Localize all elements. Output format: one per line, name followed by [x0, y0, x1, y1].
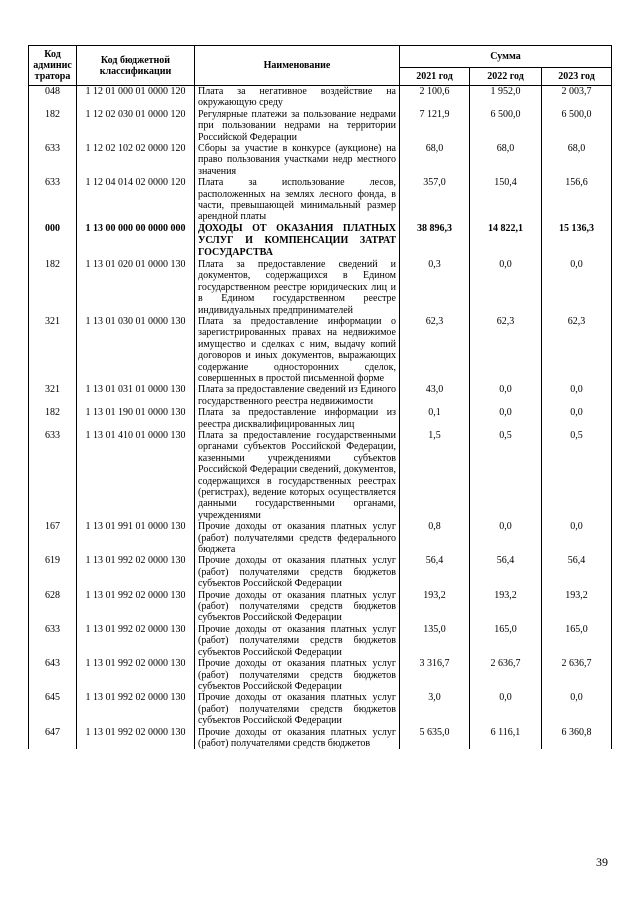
cell-name: Прочие доходы от оказания платных услуг (работ) получателями средств бюджетов субъектов Российской Федерации — [195, 692, 400, 726]
table-row — [29, 555, 612, 589]
table-row — [29, 658, 612, 692]
cell-kbk: 1 13 01 992 02 0000 130 — [77, 727, 195, 750]
cell-name: Сборы за участие в конкурсе (аукционе) на право пользования участками недр местного значения — [195, 143, 400, 177]
cell-value-2022: 14 822,1 — [470, 223, 542, 259]
cell-value-2021: 0,8 — [400, 521, 470, 555]
cell-value-2023: 62,3 — [542, 316, 612, 384]
cell-kbk: 1 13 01 410 01 0000 130 — [77, 430, 195, 521]
table-row — [29, 407, 612, 430]
cell-value-2023: 0,0 — [542, 407, 612, 430]
table-row — [29, 430, 612, 521]
cell-value-2022: 1 952,0 — [470, 86, 542, 109]
cell-value-2022: 62,3 — [470, 316, 542, 384]
cell-admin-code: 628 — [29, 590, 77, 624]
header-year-2023: 2023 год — [542, 68, 612, 86]
cell-value-2021: 1,5 — [400, 430, 470, 521]
cell-value-2022: 0,0 — [470, 407, 542, 430]
cell-value-2023: 0,5 — [542, 430, 612, 521]
cell-kbk: 1 13 01 992 02 0000 130 — [77, 590, 195, 624]
cell-value-2023: 0,0 — [542, 384, 612, 407]
cell-kbk: 1 13 01 992 02 0000 130 — [77, 658, 195, 692]
table-body — [29, 86, 612, 750]
cell-kbk: 1 12 02 102 02 0000 120 — [77, 143, 195, 177]
cell-value-2021: 38 896,3 — [400, 223, 470, 259]
cell-kbk: 1 13 00 000 00 0000 000 — [77, 223, 195, 259]
cell-value-2021: 2 100,6 — [400, 86, 470, 109]
cell-value-2021: 0,3 — [400, 259, 470, 316]
header-admin-code: Код админис тратора — [29, 46, 77, 86]
cell-kbk: 1 13 01 991 01 0000 130 — [77, 521, 195, 555]
table-row — [29, 590, 612, 624]
cell-value-2022: 6 500,0 — [470, 109, 542, 143]
cell-kbk: 1 12 01 000 01 0000 120 — [77, 86, 195, 109]
cell-name: Плата за предоставление сведений и документов, содержащихся в Едином государственном реестре юридических лиц и в Едином государственном реестре индивидуальных предпринимателей — [195, 259, 400, 316]
header-year-2022: 2022 год — [470, 68, 542, 86]
cell-value-2021: 7 121,9 — [400, 109, 470, 143]
cell-value-2021: 68,0 — [400, 143, 470, 177]
cell-value-2021: 3,0 — [400, 692, 470, 726]
cell-name: Регулярные платежи за пользование недрами при пользовании недрами на территории Российской Федерации — [195, 109, 400, 143]
cell-kbk: 1 12 04 014 02 0000 120 — [77, 177, 195, 223]
table-row — [29, 384, 612, 407]
table-row — [29, 624, 612, 658]
cell-admin-code: 048 — [29, 86, 77, 109]
cell-admin-code: 633 — [29, 430, 77, 521]
cell-admin-code: 643 — [29, 658, 77, 692]
table-row — [29, 143, 612, 177]
cell-value-2023: 165,0 — [542, 624, 612, 658]
cell-admin-code: 321 — [29, 316, 77, 384]
cell-kbk: 1 12 02 030 01 0000 120 — [77, 109, 195, 143]
cell-value-2023: 193,2 — [542, 590, 612, 624]
cell-name: Прочие доходы от оказания платных услуг (работ) получателями средств бюджетов — [195, 727, 400, 750]
cell-value-2023: 2 636,7 — [542, 658, 612, 692]
cell-name: Прочие доходы от оказания платных услуг (работ) получателями средств бюджетов субъектов Российской Федерации — [195, 555, 400, 589]
cell-value-2022: 0,0 — [470, 692, 542, 726]
table-row — [29, 316, 612, 384]
cell-value-2022: 0,0 — [470, 384, 542, 407]
cell-value-2022: 0,0 — [470, 521, 542, 555]
cell-value-2023: 15 136,3 — [542, 223, 612, 259]
cell-kbk: 1 13 01 190 01 0000 130 — [77, 407, 195, 430]
page-number: 39 — [596, 855, 608, 869]
cell-name: ДОХОДЫ ОТ ОКАЗАНИЯ ПЛАТНЫХ УСЛУГ И КОМПЕНСАЦИИ ЗАТРАТ ГОСУДАРСТВА — [195, 223, 400, 259]
cell-value-2023: 56,4 — [542, 555, 612, 589]
cell-value-2023: 6 500,0 — [542, 109, 612, 143]
cell-kbk: 1 13 01 992 02 0000 130 — [77, 692, 195, 726]
cell-value-2023: 0,0 — [542, 692, 612, 726]
cell-value-2022: 193,2 — [470, 590, 542, 624]
cell-admin-code: 000 — [29, 223, 77, 259]
table-row — [29, 259, 612, 316]
cell-kbk: 1 13 01 020 01 0000 130 — [77, 259, 195, 316]
cell-value-2022: 56,4 — [470, 555, 542, 589]
cell-admin-code: 182 — [29, 407, 77, 430]
header-year-2021: 2021 год — [400, 68, 470, 86]
cell-value-2023: 6 360,8 — [542, 727, 612, 750]
table-row — [29, 223, 612, 259]
cell-name: Плата за предоставление информации из реестра дисквалифицированных лиц — [195, 407, 400, 430]
cell-name: Плата за предоставление информации о зарегистрированных правах на недвижимое имущество и сделках с ним, выдачу копий договоров и иных документов, выражающих содержание односторонних сделок, совершенных в простой письменной форме — [195, 316, 400, 384]
cell-admin-code: 182 — [29, 259, 77, 316]
table-row — [29, 521, 612, 555]
cell-admin-code: 633 — [29, 177, 77, 223]
cell-value-2022: 150,4 — [470, 177, 542, 223]
cell-admin-code: 633 — [29, 143, 77, 177]
cell-kbk: 1 13 01 031 01 0000 130 — [77, 384, 195, 407]
cell-name: Плата за предоставление государственными органами субъектов Российской Федерации, казенными учреждениями субъектов Российской Федерации сведений, документов, содержащихся в государственных реестрах (регистрах), ведение которых осуществляется данными государственными органами, учреждениями — [195, 430, 400, 521]
table-row — [29, 177, 612, 223]
cell-admin-code: 647 — [29, 727, 77, 750]
cell-value-2023: 156,6 — [542, 177, 612, 223]
table-row — [29, 692, 612, 726]
header-kbk: Код бюджетной классификации — [77, 46, 195, 86]
cell-admin-code: 633 — [29, 624, 77, 658]
cell-name: Прочие доходы от оказания платных услуг (работ) получателями средств бюджетов субъектов Российской Федерации — [195, 624, 400, 658]
table-row — [29, 727, 612, 750]
cell-value-2021: 56,4 — [400, 555, 470, 589]
table-row — [29, 86, 612, 109]
cell-kbk: 1 13 01 992 02 0000 130 — [77, 624, 195, 658]
cell-admin-code: 182 — [29, 109, 77, 143]
cell-value-2022: 0,5 — [470, 430, 542, 521]
cell-name: Плата за использование лесов, расположенных на землях лесного фонда, в части, превышающей минимальный размер арендной платы — [195, 177, 400, 223]
cell-name: Прочие доходы от оказания платных услуг (работ) получателями средств бюджетов субъектов Российской Федерации — [195, 590, 400, 624]
cell-name: Плата за предоставление сведений из Единого государственного реестра недвижимости — [195, 384, 400, 407]
cell-value-2021: 62,3 — [400, 316, 470, 384]
cell-kbk: 1 13 01 992 02 0000 130 — [77, 555, 195, 589]
cell-value-2022: 68,0 — [470, 143, 542, 177]
cell-value-2023: 68,0 — [542, 143, 612, 177]
table-row — [29, 109, 612, 143]
cell-admin-code: 167 — [29, 521, 77, 555]
cell-value-2021: 0,1 — [400, 407, 470, 430]
header-name: Наименование — [195, 46, 400, 86]
cell-value-2022: 6 116,1 — [470, 727, 542, 750]
cell-value-2023: 2 003,7 — [542, 86, 612, 109]
cell-admin-code: 645 — [29, 692, 77, 726]
cell-name: Прочие доходы от оказания платных услуг (работ) получателями средств бюджетов субъектов Российской Федерации — [195, 658, 400, 692]
cell-name: Прочие доходы от оказания платных услуг (работ) получателями средств федерального бюджета — [195, 521, 400, 555]
cell-admin-code: 321 — [29, 384, 77, 407]
cell-value-2021: 43,0 — [400, 384, 470, 407]
cell-admin-code: 619 — [29, 555, 77, 589]
cell-value-2021: 3 316,7 — [400, 658, 470, 692]
cell-kbk: 1 13 01 030 01 0000 130 — [77, 316, 195, 384]
cell-value-2021: 193,2 — [400, 590, 470, 624]
cell-value-2022: 2 636,7 — [470, 658, 542, 692]
table-header — [29, 46, 612, 86]
cell-value-2022: 0,0 — [470, 259, 542, 316]
cell-value-2022: 165,0 — [470, 624, 542, 658]
budget-revenue-table — [28, 45, 612, 749]
cell-name: Плата за негативное воздействие на окружающую среду — [195, 86, 400, 109]
cell-value-2023: 0,0 — [542, 259, 612, 316]
cell-value-2021: 135,0 — [400, 624, 470, 658]
cell-value-2023: 0,0 — [542, 521, 612, 555]
header-sum: Сумма — [400, 46, 612, 68]
cell-value-2021: 357,0 — [400, 177, 470, 223]
cell-value-2021: 5 635,0 — [400, 727, 470, 750]
